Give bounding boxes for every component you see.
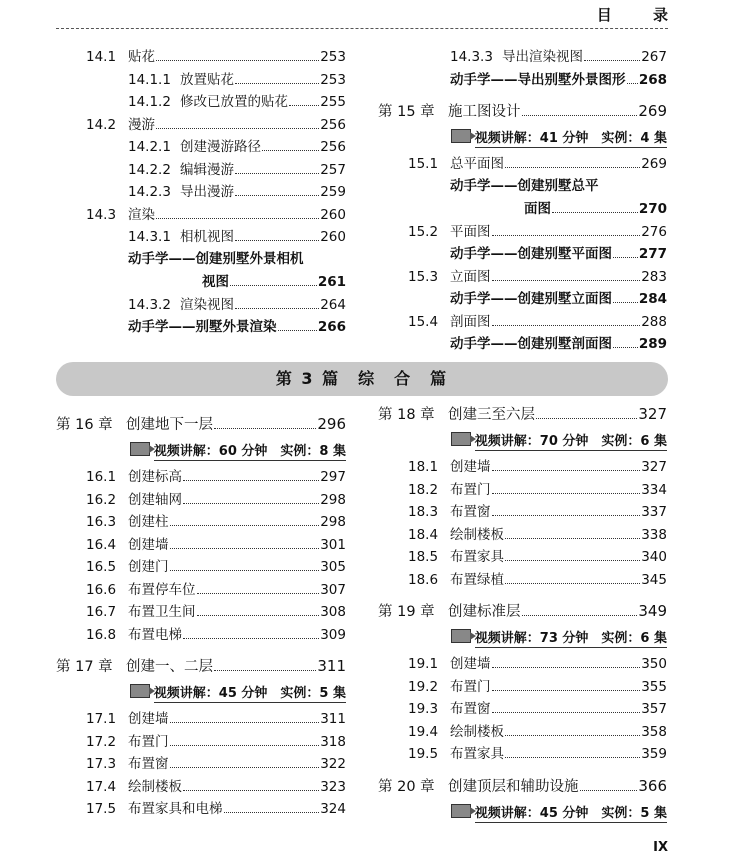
toc-chapter-entry[interactable]	[378, 600, 667, 622]
toc-subsection-entry[interactable]	[378, 45, 667, 67]
toc-page-number: 337	[641, 504, 667, 520]
toc-section-number: 14.1.1	[128, 71, 171, 88]
toc-page-number: 264	[320, 296, 346, 313]
leader-dots	[156, 203, 319, 219]
video-camera-icon	[130, 442, 150, 456]
toc-section-number: 19.2	[408, 678, 439, 695]
toc-page-number: 283	[641, 268, 667, 285]
toc-entry-title: 剖面图	[450, 313, 491, 330]
toc-page-number: 269	[641, 156, 667, 172]
toc-entry-title: 动手学——创建别墅剖面图	[450, 336, 612, 352]
toc-example-entry-cont[interactable]	[56, 270, 346, 292]
toc-page-number: 269	[638, 102, 667, 120]
toc-section-number: 14.2	[86, 116, 117, 133]
toc-page-number: 284	[638, 291, 667, 307]
toc-section-entry[interactable]	[56, 797, 346, 819]
toc-entry-title: 相机视图	[180, 229, 234, 245]
toc-section-number: 19.5	[408, 746, 439, 762]
toc-section-number: 14.2.2	[128, 161, 171, 178]
leader-dots	[627, 68, 638, 84]
leader-dots	[613, 332, 638, 348]
toc-section-entry[interactable]	[378, 720, 667, 742]
toc-page-number: 256	[320, 116, 346, 133]
toc-section-entry[interactable]	[378, 652, 667, 674]
toc-section-entry[interactable]	[378, 310, 667, 332]
video-info-text: 视频讲解：45 分钟 实例：5 集	[474, 805, 667, 821]
toc-page-number: 334	[641, 481, 667, 498]
toc-example-entry[interactable]	[56, 315, 346, 337]
leader-dots	[170, 533, 320, 549]
toc-chapter-number: 第 19 章	[378, 604, 435, 620]
toc-section-entry[interactable]	[56, 600, 346, 622]
toc-chapter-number: 第 16 章	[56, 417, 113, 433]
toc-entry-title: 布置停车位	[128, 581, 196, 598]
leader-dots	[552, 197, 638, 213]
video-info	[378, 128, 667, 150]
leader-dots	[492, 652, 641, 668]
page-header	[56, 6, 686, 29]
toc-entry-title: 创建标准层	[448, 604, 521, 620]
video-info-text: 视频讲解：70 分钟 实例：6 集	[474, 434, 667, 449]
header-title: 目 录	[596, 6, 686, 24]
toc-section-number: 16.2	[86, 491, 117, 508]
toc-chapter-entry[interactable]	[56, 413, 346, 435]
toc-page-number: 358	[641, 723, 667, 740]
toc-example-entry[interactable]	[378, 242, 667, 264]
video-info	[378, 431, 667, 453]
toc-section-number: 17.4	[86, 778, 117, 795]
toc-example-title-line1: 动手学——创建别墅总平	[450, 177, 599, 194]
leader-dots	[183, 465, 319, 481]
toc-section-number: 16.8	[86, 626, 117, 643]
toc-section-number: 18.1	[408, 459, 439, 475]
toc-entry-title: 放置贴花	[180, 71, 234, 88]
toc-entry-title: 布置门	[128, 733, 169, 750]
toc-subsection-entry[interactable]	[56, 293, 346, 315]
leader-dots	[224, 797, 320, 813]
toc-entry-title: 布置电梯	[128, 626, 182, 643]
toc-section-entry[interactable]	[56, 465, 346, 487]
toc-entry-title: 导出漫游	[180, 184, 234, 200]
video-info-text: 视频讲解：73 分钟 实例：6 集	[474, 631, 667, 646]
toc-chapter-number: 第 15 章	[378, 104, 435, 120]
toc-section-entry[interactable]	[56, 488, 346, 510]
toc-section-entry[interactable]	[56, 623, 346, 645]
toc-entry-title: 绘制楼板	[450, 526, 504, 543]
toc-section-number: 18.5	[408, 549, 439, 565]
toc-chapter-number: 第 17 章	[56, 659, 113, 675]
toc-section-number: 14.1.2	[128, 94, 171, 110]
toc-page-number: 260	[320, 206, 346, 223]
toc-entry-title: 布置门	[450, 481, 491, 498]
toc-section-entry[interactable]	[378, 523, 667, 545]
video-info-text: 视频讲解：45 分钟 实例：5 集	[153, 686, 346, 701]
toc-entry-title: 动手学——创建别墅立面图	[450, 291, 612, 307]
leader-dots	[183, 775, 319, 791]
toc-section-entry[interactable]	[56, 752, 346, 774]
leader-dots	[505, 545, 640, 561]
toc-section-number: 16.3	[86, 514, 117, 530]
toc-chapter-entry[interactable]	[378, 100, 667, 122]
leader-dots	[505, 523, 640, 539]
toc-section-entry[interactable]	[56, 533, 346, 555]
toc-entry-title: 总平面图	[450, 156, 504, 172]
toc-page-number: 261	[317, 274, 346, 290]
video-camera-icon	[451, 629, 471, 643]
page-number: IX	[653, 840, 668, 855]
leader-dots	[492, 500, 641, 516]
toc-section-entry[interactable]	[378, 568, 667, 590]
toc-entry-title: 创建墙	[450, 459, 491, 475]
toc-page-number: 253	[320, 71, 346, 88]
toc-page-number: 308	[320, 604, 346, 620]
toc-section-entry[interactable]	[378, 152, 667, 174]
toc-entry-title: 布置窗	[128, 756, 169, 772]
toc-page-number: 309	[320, 626, 346, 643]
toc-section-number: 18.6	[408, 571, 439, 588]
toc-page-number: 298	[320, 514, 346, 530]
leader-dots	[170, 730, 320, 746]
leader-dots	[613, 242, 638, 258]
video-info-text: 视频讲解：41 分钟 实例：4 集	[474, 131, 667, 146]
video-camera-icon	[451, 804, 471, 818]
toc-entry-title: 贴花	[128, 49, 155, 65]
toc-entry-title: 布置家具	[450, 549, 504, 565]
toc-example-title-line1: 动手学——创建别墅外景相机	[128, 250, 304, 267]
toc-page-number: 327	[638, 405, 667, 423]
toc-entry-title: 动手学——创建别墅平面图	[450, 246, 612, 262]
toc-chapter-entry[interactable]	[56, 655, 346, 677]
leader-dots	[613, 287, 638, 303]
toc-page-number: 311	[317, 657, 346, 675]
toc-entry-title: 创建顶层和辅助设施	[448, 778, 579, 795]
leader-dots	[262, 135, 319, 151]
toc-example-title-line2: 面图	[524, 201, 551, 217]
toc-page-number: 267	[641, 49, 667, 65]
toc-entry-title: 立面图	[450, 268, 491, 285]
toc-example-entry-cont[interactable]	[378, 197, 667, 219]
toc-section-entry[interactable]	[378, 478, 667, 500]
leader-dots	[197, 578, 320, 594]
video-info	[56, 683, 346, 705]
toc-page-number: 366	[638, 776, 667, 795]
toc-entry-title: 创建柱	[128, 514, 169, 530]
toc-example-title-line2: 视图	[202, 274, 229, 290]
video-camera-icon	[451, 432, 471, 446]
toc-page-number: 359	[641, 746, 667, 762]
toc-entry-title: 创建地下一层	[126, 417, 213, 433]
toc-page-number: 266	[317, 319, 346, 335]
toc-section-number: 19.3	[408, 701, 439, 717]
toc-page-number: 338	[641, 526, 667, 543]
toc-entry-title: 漫游	[128, 116, 155, 133]
leader-dots	[235, 293, 319, 309]
toc-section-entry[interactable]	[56, 45, 346, 67]
toc-section-number: 14.3.1	[128, 229, 171, 245]
leader-dots	[505, 720, 640, 736]
toc-entry-title: 布置窗	[450, 701, 491, 717]
toc-section-number: 14.3.2	[128, 296, 171, 313]
toc-section-entry[interactable]	[56, 775, 346, 797]
leader-dots	[492, 265, 641, 281]
leader-dots	[492, 675, 641, 691]
leader-dots	[170, 510, 320, 526]
toc-section-number: 16.5	[86, 559, 117, 575]
leader-dots	[492, 220, 641, 236]
video-info-text: 视频讲解：60 分钟 实例：8 集	[153, 444, 346, 459]
toc-page-number: 305	[320, 559, 346, 575]
toc-page-number: 257	[320, 161, 346, 178]
leader-dots	[156, 113, 319, 129]
toc-entry-title: 动手学——别墅外景渲染	[128, 319, 277, 335]
toc-entry-title: 布置门	[450, 678, 491, 695]
leader-dots	[183, 488, 319, 504]
toc-page-number: 307	[320, 581, 346, 598]
toc-section-number: 18.4	[408, 526, 439, 543]
leader-dots	[492, 310, 641, 326]
toc-page-number: 323	[320, 778, 346, 795]
toc-example-entry[interactable]	[56, 248, 346, 270]
toc-section-entry[interactable]	[56, 730, 346, 752]
toc-section-number: 17.3	[86, 756, 117, 772]
toc-entry-title: 施工图设计	[448, 104, 521, 120]
video-info	[378, 628, 667, 650]
toc-chapter-number: 第 18 章	[378, 407, 435, 423]
toc-section-entry[interactable]	[378, 500, 667, 522]
toc-entry-title: 创建门	[128, 559, 169, 575]
toc-example-entry[interactable]	[378, 175, 667, 197]
toc-section-entry[interactable]	[378, 220, 667, 242]
toc-subsection-entry[interactable]	[56, 180, 346, 202]
toc-page-number: 268	[638, 71, 667, 88]
toc-page-number: 301	[320, 536, 346, 553]
video-camera-icon	[130, 684, 150, 698]
toc-page-number: 259	[320, 184, 346, 200]
leader-dots	[289, 90, 319, 106]
leader-dots	[505, 568, 640, 584]
toc-chapter-entry[interactable]	[378, 775, 667, 797]
toc-entry-title: 创建标高	[128, 469, 182, 485]
toc-entry-title: 绘制楼板	[450, 723, 504, 740]
toc-page-number: 289	[638, 336, 667, 352]
toc-section-number: 15.3	[408, 268, 439, 285]
leader-dots	[183, 623, 319, 639]
toc-page-number: 345	[641, 571, 667, 588]
toc-subsection-entry[interactable]	[56, 135, 346, 157]
toc-section-entry[interactable]	[56, 707, 346, 729]
leader-dots	[170, 555, 320, 571]
leader-dots	[235, 158, 319, 174]
toc-section-entry[interactable]	[56, 510, 346, 532]
toc-entry-title: 编辑漫游	[180, 161, 234, 178]
toc-page-number: 311	[320, 711, 346, 727]
toc-subsection-entry[interactable]	[56, 158, 346, 180]
video-camera-icon	[451, 129, 471, 143]
toc-page-number: 298	[320, 491, 346, 508]
toc-section-number: 14.2.3	[128, 184, 171, 200]
toc-chapter-number: 第 20 章	[378, 778, 435, 795]
toc-subsection-entry[interactable]	[56, 90, 346, 112]
toc-entry-title: 布置绿植	[450, 571, 504, 588]
toc-entry-title: 创建漫游路径	[180, 139, 261, 155]
toc-page-number: 355	[641, 678, 667, 695]
leader-dots	[580, 775, 638, 791]
toc-section-number: 19.1	[408, 656, 439, 672]
leader-dots	[492, 478, 641, 494]
leader-dots	[235, 180, 319, 196]
toc-page-number: 324	[320, 801, 346, 817]
toc-entry-title: 布置家具	[450, 746, 504, 762]
leader-dots	[170, 752, 320, 768]
toc-section-entry[interactable]	[378, 697, 667, 719]
leader-dots	[492, 697, 641, 713]
toc-page-number: 350	[641, 656, 667, 672]
toc-section-entry[interactable]	[56, 555, 346, 577]
toc-page-number: 349	[638, 602, 667, 620]
leader-dots	[536, 403, 637, 419]
toc-entry-title: 动手学——导出别墅外景图形	[450, 71, 626, 88]
leader-dots	[278, 315, 317, 331]
toc-section-number: 17.5	[86, 801, 117, 817]
leader-dots	[235, 68, 319, 84]
leader-dots	[505, 152, 640, 168]
toc-page-number: 253	[320, 49, 346, 65]
toc-page-number: 318	[320, 733, 346, 750]
toc-section-number: 17.2	[86, 733, 117, 750]
part-banner: 第 3 篇 综 合 篇	[56, 362, 668, 396]
toc-section-number: 15.2	[408, 223, 439, 240]
toc-section-number: 16.6	[86, 581, 117, 598]
toc-entry-title: 导出渲染视图	[502, 49, 583, 65]
toc-section-number: 16.1	[86, 469, 117, 485]
leader-dots	[197, 600, 320, 616]
video-info	[378, 803, 667, 825]
toc-section-number: 15.1	[408, 156, 439, 172]
leader-dots	[584, 45, 640, 61]
toc-entry-title: 创建一、二层	[126, 659, 213, 675]
toc-page-number: 327	[641, 459, 667, 475]
toc-chapter-entry[interactable]	[378, 403, 667, 425]
toc-section-number: 14.3	[86, 206, 117, 223]
leader-dots	[214, 655, 316, 671]
toc-section-number: 14.3.3	[450, 49, 493, 65]
toc-section-number: 16.4	[86, 536, 117, 553]
toc-section-entry[interactable]	[56, 203, 346, 225]
toc-entry-title: 创建墙	[450, 656, 491, 672]
toc-page-number: 270	[638, 201, 667, 217]
toc-entry-title: 创建墙	[128, 536, 169, 553]
toc-example-entry[interactable]	[378, 68, 667, 90]
leader-dots	[235, 225, 319, 241]
toc-entry-title: 创建墙	[128, 711, 169, 727]
toc-subsection-entry[interactable]	[56, 225, 346, 247]
toc-section-entry[interactable]	[378, 455, 667, 477]
toc-entry-title: 布置卫生间	[128, 604, 196, 620]
leader-dots	[522, 600, 638, 616]
toc-section-entry[interactable]	[378, 675, 667, 697]
toc-section-entry[interactable]	[56, 113, 346, 135]
toc-section-number: 18.3	[408, 504, 439, 520]
toc-example-entry[interactable]	[378, 332, 667, 354]
leader-dots	[505, 742, 640, 758]
toc-page-number: 357	[641, 701, 667, 717]
toc-section-number: 18.2	[408, 481, 439, 498]
toc-page-number: 260	[320, 229, 346, 245]
leader-dots	[522, 100, 638, 116]
leader-dots	[214, 413, 316, 429]
toc-entry-title: 布置家具和电梯	[128, 801, 223, 817]
toc-section-number: 15.4	[408, 313, 439, 330]
leader-dots	[170, 707, 320, 723]
toc-page-number: 255	[320, 94, 346, 110]
toc-entry-title: 布置窗	[450, 504, 491, 520]
toc-page-number: 256	[320, 139, 346, 155]
toc-page-number: 296	[317, 415, 346, 433]
leader-dots	[492, 455, 641, 471]
toc-page-number: 297	[320, 469, 346, 485]
toc-section-number: 14.1	[86, 49, 117, 65]
toc-page-number: 340	[641, 549, 667, 565]
leader-dots	[156, 45, 319, 61]
toc-entry-title: 修改已放置的贴花	[180, 94, 288, 110]
toc-section-number: 17.1	[86, 711, 117, 727]
leader-dots	[230, 270, 317, 286]
toc-section-entry[interactable]	[56, 578, 346, 600]
toc-section-number: 14.2.1	[128, 139, 171, 155]
toc-section-entry[interactable]	[378, 265, 667, 287]
toc-entry-title: 创建轴网	[128, 491, 182, 508]
toc-page-number: 276	[641, 223, 667, 240]
toc-section-number: 16.7	[86, 604, 117, 620]
toc-page-number: 277	[638, 246, 667, 262]
toc-entry-title: 渲染	[128, 206, 155, 223]
video-info	[56, 441, 346, 463]
toc-entry-title: 平面图	[450, 223, 491, 240]
toc-example-entry[interactable]	[378, 287, 667, 309]
toc-subsection-entry[interactable]	[56, 68, 346, 90]
toc-section-entry[interactable]	[378, 545, 667, 567]
toc-entry-title: 创建三至六层	[448, 407, 535, 423]
toc-entry-title: 渲染视图	[180, 296, 234, 313]
toc-page-number: 322	[320, 756, 346, 772]
toc-page-number: 288	[641, 313, 667, 330]
toc-section-entry[interactable]	[378, 742, 667, 764]
toc-entry-title: 绘制楼板	[128, 778, 182, 795]
toc-section-number: 19.4	[408, 723, 439, 740]
